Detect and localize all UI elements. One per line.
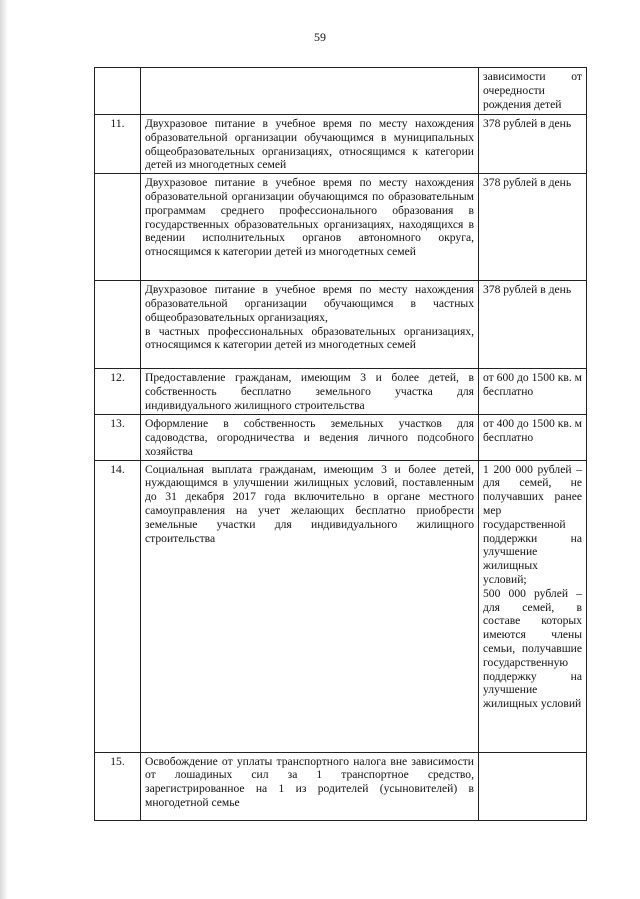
table-row — [95, 752, 587, 820]
cell-description-line: Двухразовое питание в учебное время по месту нахождения образовательной организации обучающимся в муниципальных общеобразовательных организациях, относящимся к категории детей из многодетных семей — [145, 117, 474, 172]
table-row — [95, 281, 587, 369]
table-row — [95, 174, 587, 281]
cell-description — [141, 460, 479, 752]
table-row — [95, 460, 587, 752]
cell-value-line: 1 200 000 рублей – для семей, не получавших ранее мер государственной поддержки на улучшение жилищных условий; — [483, 462, 582, 586]
cell-value — [479, 752, 587, 820]
cell-value-line: зависимости от очередности рождения детей — [483, 70, 582, 111]
page-number: 59 — [314, 30, 326, 44]
cell-number: 15. — [95, 752, 141, 820]
cell-number: 14. — [95, 460, 141, 752]
cell-value — [479, 281, 587, 369]
cell-number: 11. — [95, 115, 141, 174]
cell-value-line: 378 рублей в день — [483, 117, 572, 130]
cell-value — [479, 68, 587, 115]
table-row — [95, 369, 587, 415]
cell-number — [95, 281, 141, 369]
cell-description-line: в частных профессиональных образовательных организациях, относящимся к категории детей из многодетных семей — [145, 324, 474, 352]
cell-description-line: Предоставление гражданам, имеющим 3 и более детей, в собственность бесплатно земельного участка для индивидуального жилищного строительства — [145, 371, 474, 412]
cell-number: 13. — [95, 415, 141, 460]
benefits-table — [94, 67, 587, 821]
cell-number — [95, 68, 141, 115]
table-row — [95, 115, 587, 174]
cell-description-line: Освобождение от уплаты транспортного налога вне зависимости от лошадиных сил за 1 транспортное средство, зарегистрированное на 1 из родителей (усыновителей) в многодетной семье — [145, 754, 474, 809]
cell-description-line: Двухразовое питание в учебное время по месту нахождения образовательной организации обучающимся по образовательным программам среднего профессионального образования в государственных образовательных организациях, находящихся в ведении исполнительных органов автономного округа, относящимся к категории детей из многодетных семей — [145, 176, 474, 259]
cell-number — [95, 174, 141, 281]
cell-value — [479, 115, 587, 174]
cell-value-line: от 400 до 1500 кв. м бесплатно — [483, 417, 582, 444]
cell-description — [141, 68, 479, 115]
cell-description-line: Социальная выплата гражданам, имеющим 3 и более детей, нуждающимся в улучшении жилищных условий, поставленным до 31 декабря 2017 года включительно в органе местного самоуправления на учет желающих бесплатно приобрести земельные участки для индивидуального жилищного строительства — [145, 462, 474, 545]
cell-value-line: 500 000 рублей – для семей, в составе которых имеются члены семьи, получавшие государственную поддержку на улучшение жилищных условий — [483, 586, 582, 711]
table-row — [95, 415, 587, 460]
cell-value — [479, 369, 587, 415]
table-row-continuation — [95, 68, 587, 115]
cell-description — [141, 369, 479, 415]
cell-number: 12. — [95, 369, 141, 415]
cell-description-line: Двухразовое питание в учебное время по месту нахождения образовательной организации обучающимся в частных общеобразовательных организациях, — [145, 283, 474, 324]
cell-description — [141, 415, 479, 460]
scan-edge-shadow — [0, 0, 8, 899]
cell-value — [479, 174, 587, 281]
cell-description — [141, 115, 479, 174]
cell-value — [479, 460, 587, 752]
cell-description — [141, 174, 479, 281]
cell-value-line: от 600 до 1500 кв. м бесплатно — [483, 371, 582, 398]
cell-value-line: 378 рублей в день — [483, 176, 572, 190]
cell-description-line: Оформление в собственность земельных участков для садоводства, огородничества и ведения личного подсобного хозяйства — [145, 417, 474, 458]
cell-value-line: 378 рублей в день — [483, 283, 572, 297]
cell-description — [141, 281, 479, 369]
cell-value — [479, 415, 587, 460]
cell-description — [141, 752, 479, 820]
